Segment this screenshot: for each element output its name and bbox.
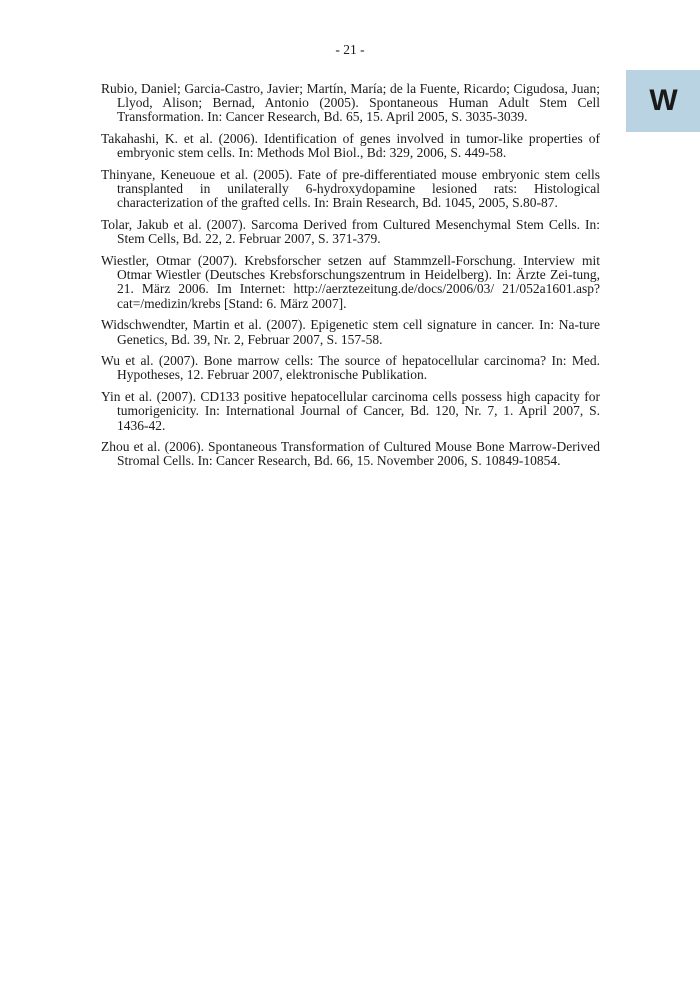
reference-entry: Wiestler, Otmar (2007). Krebsforscher setzen auf Stammzell-Forschung. Interview mit Otmar Wiestler (Deutsches Krebsforschungszentrum in Heidelberg). In: Ärzte Zei-tung, 21. März 2006. Im Internet: http://aerztezeitung.de/docs/2006/03/ 21/052a1601.asp?cat=/medizin/krebs [Stand: 6. März 2007]. <box>101 253 600 311</box>
section-letter-tab <box>626 70 700 132</box>
reference-entry: Zhou et al. (2006). Spontaneous Transformation of Cultured Mouse Bone Marrow-Derived Stromal Cells. In: Cancer Research, Bd. 66, 15. November 2006, S. 10849-10854. <box>101 439 600 469</box>
page-number: - 21 - <box>335 42 365 57</box>
section-letter: W <box>649 84 677 117</box>
reference-entry: Rubio, Daniel; Garcia-Castro, Javier; Martín, María; de la Fuente, Ricardo; Cigudosa, Juan; Llyod, Alison; Bernad, Antonio (2005). Spontaneous Human Adult Stem Cell Transformation. In: Cancer Research, Bd. 65, 15. April 2005, S. 3035-3039. <box>101 81 600 125</box>
reference-entry: Tolar, Jakub et al. (2007). Sarcoma Derived from Cultured Mesenchymal Stem Cells. In: Stem Cells, Bd. 22, 2. Februar 2007, S. 371-379. <box>101 217 600 247</box>
reference-entry: Yin et al. (2007). CD133 positive hepatocellular carcinoma cells possess high capacity for tumorigenicity. In: International Journal of Cancer, Bd. 120, Nr. 7, 1. April 2007, S. 1436-42. <box>101 389 600 433</box>
reference-entry: Thinyane, Keneuoue et al. (2005). Fate of pre-differentiated mouse embryonic stem cells transplanted in unilaterally 6-hydroxydopamine lesioned rats: Histological characterization of the grafted cells. In: Brain Research, Bd. 1045, 2005, S.80-87. <box>101 167 600 211</box>
reference-entry: Widschwendter, Martin et al. (2007). Epigenetic stem cell signature in cancer. In: Na-ture Genetics, Bd. 39, Nr. 2, Februar 2007, S. 157-58. <box>101 317 600 347</box>
reference-list <box>101 82 600 476</box>
reference-entry: Wu et al. (2007). Bone marrow cells: The source of hepatocellular carcinoma? In: Med. Hypotheses, 12. Februar 2007, elektronische Publikation. <box>101 353 600 383</box>
reference-entry: Takahashi, K. et al. (2006). Identification of genes involved in tumor-like properties of embryonic stem cells. In: Methods Mol Biol., Bd: 329, 2006, S. 449-58. <box>101 131 600 161</box>
